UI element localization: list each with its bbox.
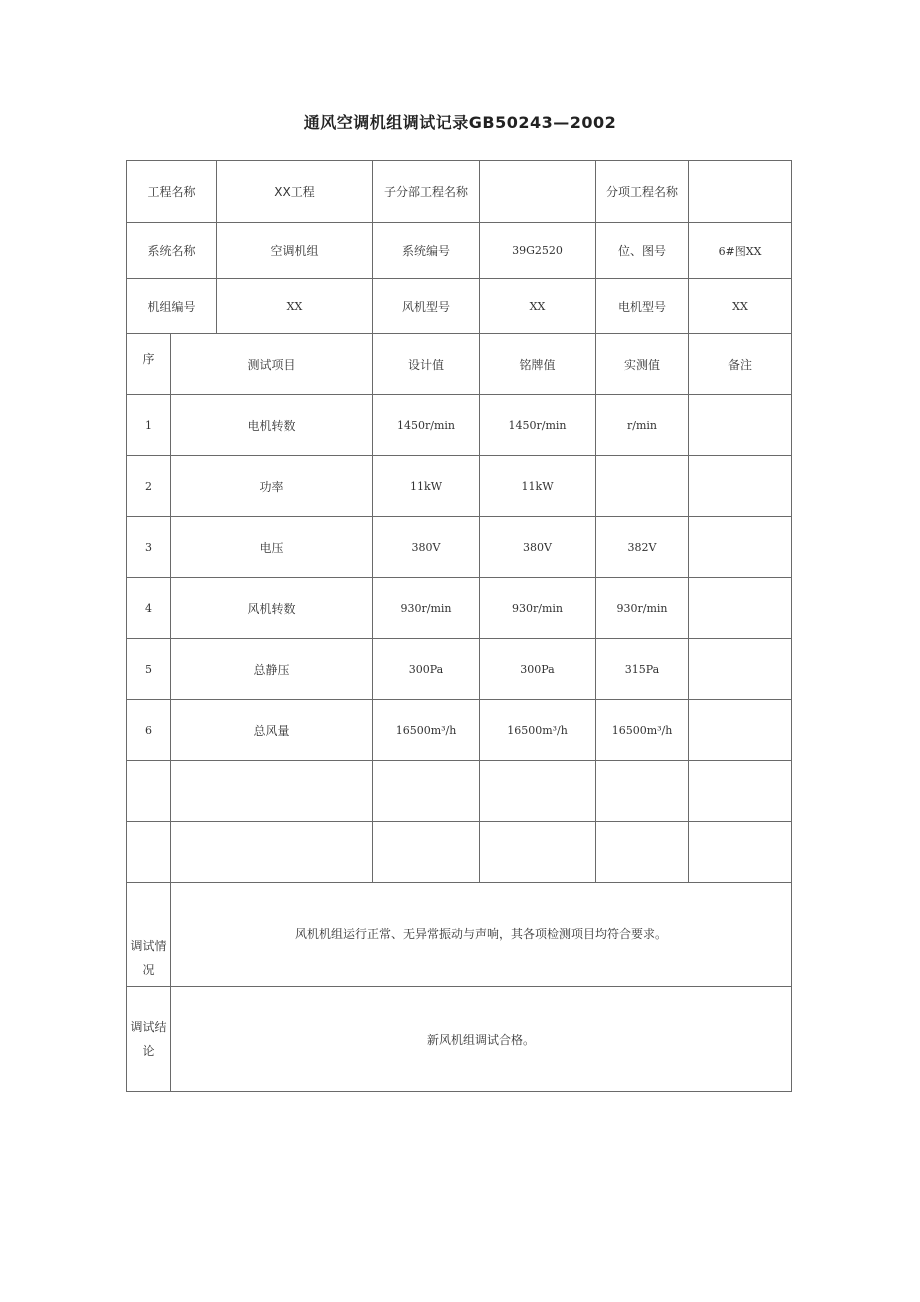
page-title: 通风空调机组调试记录GB50243—2002 [303, 113, 617, 132]
unit-no-value: XX [217, 279, 373, 334]
row-remark [689, 761, 792, 822]
column-header-row [127, 334, 792, 395]
conclusion-row [127, 987, 792, 1092]
col-remark-header: 备注 [689, 334, 792, 395]
row-design: 1450r/min [373, 395, 480, 456]
row-item: 电机转数 [171, 395, 373, 456]
header-row-system [127, 223, 792, 279]
row-remark [689, 639, 792, 700]
project-name-value: XX工程 [217, 161, 373, 223]
col-item-header: 测试项目 [171, 334, 373, 395]
row-item [171, 822, 373, 883]
row-measured: r/min [596, 395, 689, 456]
row-nameplate: 1450r/min [480, 395, 596, 456]
row-design [373, 761, 480, 822]
system-name-value: 空调机组 [217, 223, 373, 279]
header-row-project [127, 161, 792, 223]
row-remark [689, 700, 792, 761]
row-remark [689, 456, 792, 517]
row-seq: 4 [127, 578, 171, 639]
row-item: 风机转数 [171, 578, 373, 639]
project-name-label: 工程名称 [127, 161, 217, 223]
fan-model-value: XX [480, 279, 596, 334]
table-row [127, 517, 792, 578]
conclusion-text: 新风机组调试合格。 [171, 987, 792, 1092]
col-design-header: 设计值 [373, 334, 480, 395]
table-row [127, 700, 792, 761]
unit-no-label: 机组编号 [127, 279, 217, 334]
conclusion-label: 调试结论 [127, 987, 171, 1092]
sub-project-value [480, 161, 596, 223]
row-nameplate: 300Pa [480, 639, 596, 700]
row-seq: 1 [127, 395, 171, 456]
item-project-value [689, 161, 792, 223]
position-value: 6#图XX [689, 223, 792, 279]
row-measured: 930r/min [596, 578, 689, 639]
row-design [373, 822, 480, 883]
row-remark [689, 517, 792, 578]
row-remark [689, 395, 792, 456]
row-seq: 2 [127, 456, 171, 517]
position-label: 位、图号 [596, 223, 689, 279]
table-row [127, 761, 792, 822]
row-item: 电压 [171, 517, 373, 578]
col-measured-header: 实测值 [596, 334, 689, 395]
row-seq: 3 [127, 517, 171, 578]
row-measured: 16500m³/h [596, 700, 689, 761]
system-name-label: 系统名称 [127, 223, 217, 279]
row-design: 11kW [373, 456, 480, 517]
row-nameplate [480, 761, 596, 822]
table-row [127, 395, 792, 456]
row-remark [689, 578, 792, 639]
row-nameplate [480, 822, 596, 883]
row-nameplate: 930r/min [480, 578, 596, 639]
row-design: 930r/min [373, 578, 480, 639]
motor-model-label: 电机型号 [596, 279, 689, 334]
row-nameplate: 16500m³/h [480, 700, 596, 761]
commissioning-record-table [126, 160, 792, 1092]
row-design: 380V [373, 517, 480, 578]
row-nameplate: 380V [480, 517, 596, 578]
row-design: 16500m³/h [373, 700, 480, 761]
row-item: 总静压 [171, 639, 373, 700]
row-item: 总风量 [171, 700, 373, 761]
col-nameplate-header: 铭牌值 [480, 334, 596, 395]
row-item: 功率 [171, 456, 373, 517]
row-measured [596, 761, 689, 822]
table-row [127, 822, 792, 883]
row-seq: 5 [127, 639, 171, 700]
row-measured: 382V [596, 517, 689, 578]
item-project-label: 分项工程名称 [596, 161, 689, 223]
situation-text: 风机机组运行正常、无异常振动与声响，其各项检测项目均符合要求。 [171, 883, 792, 987]
row-measured [596, 822, 689, 883]
col-seq-header: 序 [127, 334, 171, 395]
fan-model-label: 风机型号 [373, 279, 480, 334]
sub-project-label: 子分部工程名称 [373, 161, 480, 223]
system-no-value: 39G2520 [480, 223, 596, 279]
situation-row [127, 883, 792, 987]
row-measured [596, 456, 689, 517]
motor-model-value: XX [689, 279, 792, 334]
table-row [127, 639, 792, 700]
row-item [171, 761, 373, 822]
row-design: 300Pa [373, 639, 480, 700]
row-seq [127, 822, 171, 883]
header-row-unit [127, 279, 792, 334]
row-seq: 6 [127, 700, 171, 761]
row-seq [127, 761, 171, 822]
situation-label: 调试情况 [127, 883, 171, 987]
system-no-label: 系统编号 [373, 223, 480, 279]
row-remark [689, 822, 792, 883]
row-measured: 315Pa [596, 639, 689, 700]
table-row [127, 456, 792, 517]
table-row [127, 578, 792, 639]
row-nameplate: 11kW [480, 456, 596, 517]
